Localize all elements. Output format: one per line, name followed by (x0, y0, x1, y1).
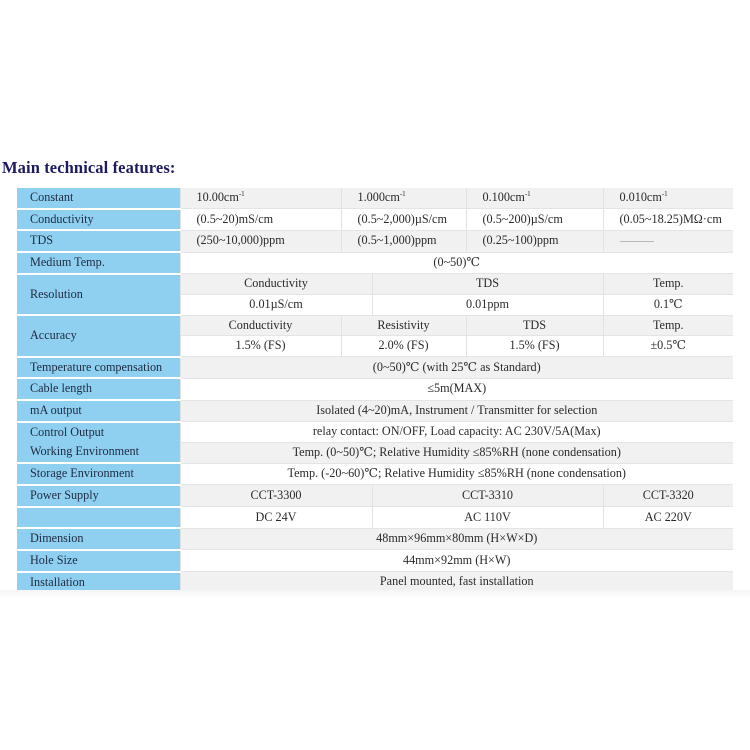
row-accuracy-header (17, 315, 733, 336)
row-working-environment (17, 442, 733, 463)
constant-value: 1.000cm (357, 190, 400, 205)
cell-value: ≤5m(MAX) (180, 378, 733, 400)
cell-value: 1.5% (FS) (180, 336, 341, 357)
cell-value: (0~50)℃ (180, 252, 733, 274)
row-hole-size (17, 550, 733, 572)
cell-value: 1.5% (FS) (466, 336, 603, 357)
row-tds (17, 230, 733, 252)
cell-value: (0.5~1,000)ppm (341, 230, 466, 252)
cell-constant-1 (180, 188, 341, 209)
cell-constant-4 (603, 188, 733, 209)
row-power-supply-voltages (17, 507, 733, 529)
cell-value: ±0.5℃ (603, 336, 733, 357)
row-cable-length (17, 378, 733, 400)
cell-model: CCT-3310 (372, 485, 603, 507)
row-label: Medium Temp. (17, 252, 180, 274)
unit-sup: -1 (399, 190, 406, 199)
row-label: Power Supply (17, 485, 180, 507)
cell-value: Panel mounted, fast installation (180, 572, 733, 593)
cell-header: Temp. (603, 274, 733, 295)
row-label: Hole Size (17, 550, 180, 572)
unit-sup: -1 (661, 190, 668, 199)
dash-icon (620, 241, 654, 242)
row-label: Working Environment (17, 442, 180, 463)
row-temp-compensation (17, 357, 733, 379)
constant-value: 0.010cm (619, 190, 662, 205)
row-ma-output (17, 400, 733, 422)
cell-model: CCT-3300 (180, 485, 372, 507)
row-control-output (17, 422, 733, 443)
cell-value: (250~10,000)ppm (180, 230, 341, 252)
bottom-divider (0, 590, 750, 598)
cell-header: Conductivity (180, 315, 341, 336)
cell-value: relay contact: ON/OFF, Load capacity: AC 230V/5A(Max) (180, 422, 733, 443)
row-resolution-header (17, 274, 733, 295)
row-constant (17, 188, 733, 209)
row-medium-temp (17, 252, 733, 274)
row-dimension (17, 528, 733, 550)
cell-model: CCT-3320 (603, 485, 733, 507)
constant-value: 0.100cm (482, 190, 525, 205)
row-label: Control Output (17, 422, 180, 443)
cell-value: (0.25~100)ppm (466, 230, 603, 252)
cell-header: TDS (466, 315, 603, 336)
row-label: Resolution (17, 274, 180, 315)
cell-header: Conductivity (180, 274, 372, 295)
cell-voltage: DC 24V (180, 507, 372, 529)
row-label: Dimension (17, 528, 180, 550)
cell-empty (603, 230, 733, 252)
row-label: mA output (17, 400, 180, 422)
row-label: Cable length (17, 378, 180, 400)
cell-constant-2 (341, 188, 466, 209)
cell-value: (0~50)℃ (with 25℃ as Standard) (180, 357, 733, 379)
row-label-empty (17, 507, 180, 529)
cell-voltage: AC 220V (603, 507, 733, 529)
unit-sup: -1 (238, 190, 245, 199)
cell-header: Temp. (603, 315, 733, 336)
section-heading: Main technical features: (2, 158, 176, 177)
row-label: Temperature compensation (17, 357, 180, 379)
spec-table (17, 188, 733, 593)
row-power-supply-models (17, 485, 733, 507)
cell-value: Temp. (0~50)℃; Relative Humidity ≤85%RH (none condensation) (180, 442, 733, 463)
cell-value: Isolated (4~20)mA, Instrument / Transmitter for selection (180, 400, 733, 422)
cell-value: 0.01ppm (372, 295, 603, 316)
constant-value: 10.00cm (196, 190, 239, 205)
unit-sup: -1 (524, 190, 531, 199)
cell-constant-3 (466, 188, 603, 209)
row-label: Accuracy (17, 315, 180, 356)
row-conductivity (17, 209, 733, 231)
row-label: Conductivity (17, 209, 180, 231)
cell-value: (0.5~20)mS/cm (180, 209, 341, 231)
cell-value: 44mm×92mm (H×W) (180, 550, 733, 572)
cell-voltage: AC 110V (372, 507, 603, 529)
row-storage-environment (17, 463, 733, 485)
row-label: Installation (17, 572, 180, 593)
row-label: TDS (17, 230, 180, 252)
cell-value: (0.5~2,000)µS/cm (341, 209, 466, 231)
cell-header: Resistivity (341, 315, 466, 336)
cell-value: 0.01µS/cm (180, 295, 372, 316)
cell-value: 48mm×96mm×80mm (H×W×D) (180, 528, 733, 550)
cell-value: Temp. (-20~60)℃; Relative Humidity ≤85%RH (none condensation) (180, 463, 733, 485)
row-label: Constant (17, 188, 180, 209)
cell-header: TDS (372, 274, 603, 295)
cell-value: (0.5~200)µS/cm (466, 209, 603, 231)
cell-value: 2.0% (FS) (341, 336, 466, 357)
row-label: Storage Environment (17, 463, 180, 485)
cell-value: (0.05~18.25)MΩ·cm (603, 209, 733, 231)
cell-value: 0.1℃ (603, 295, 733, 316)
